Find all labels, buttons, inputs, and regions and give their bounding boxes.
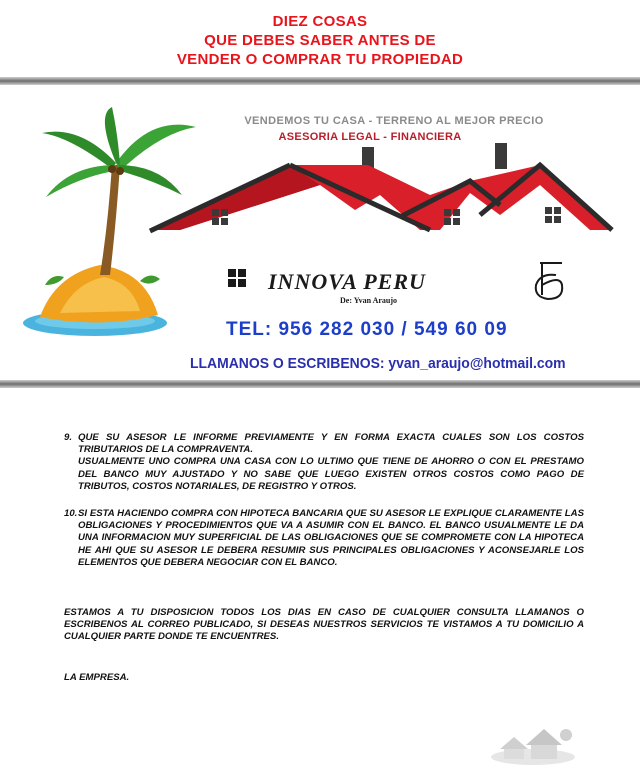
title-line-2: QUE DEBES SABER ANTES DE [204, 32, 436, 49]
spiral-symbol-icon [536, 263, 562, 299]
signoff: LA EMPRESA. [64, 672, 130, 683]
item-9-number: 9. [64, 432, 73, 443]
item-9-text: QUE SU ASESOR LE INFORME PREVIAMENTE Y EN FORMA EXACTA CUALES SON LOS COSTOS TRIBUTARIOS DE LA COMPRAVENTA. [78, 432, 584, 456]
item-9 [64, 432, 584, 493]
brand-owner: De: Yvan Araujo [340, 296, 398, 305]
contact-email: LLAMANOS O ESCRIBENOS: yvan_araujo@hotmail.com [190, 355, 566, 372]
decorative-houses-icon [488, 717, 578, 767]
company-banner [0, 85, 640, 380]
item-10-text: SI ESTA HACIENDO COMPRA CON HIPOTECA BANCARIA QUE SU ASESOR LE EXPLIQUE CLARAMENTE LAS OBLIGACIONES Y PROCEDIMIENTOS QUE VA A ASUMIR CON EL BANCO. EL BANCO USUALMENTE LE DA UNA INFORMACION MUY SUPERFICIAL DE LAS OBLIGACIONES QUE SE COMPROMETE CON LA HIPOTECA HE AHI QUE SU ASESOR LE DEBERA RESUMIR SUS PRINCIPALES OBLIGACIONES Y ACONSEJARLE LOS ELEMENTOS QUE DEBERA NEGOCIAR CON EL BANCO. [78, 508, 584, 568]
bottom-divider [0, 380, 640, 388]
banner-services: ASESORIA LEGAL - FINANCIERA [278, 131, 462, 143]
brand-name: INNOVA PERU [268, 269, 426, 294]
page-title [0, 12, 640, 69]
closing-paragraph: ESTAMOS A TU DISPOSICION TODOS LOS DIAS EN CASO DE CUALQUIER CONSULTA LLAMANOS O ESCRIBENOS AL CORREO PUBLICADO, SI DESEAS NUESTROS SERVICIOS TE VISTAMOS A TU DOMICILIO A CUALQUIER PARTE DONDE TE ENCUENTRES. [64, 607, 584, 643]
title-line-1: DIEZ COSAS [272, 13, 368, 30]
title-line-3: VENDER O COMPRAR TU PROPIEDAD [176, 51, 464, 68]
banner-slogan: VENDEMOS TU CASA - TERRENO AL MEJOR PRECIO [244, 115, 544, 127]
item-10 [64, 508, 584, 569]
window-grid-icon [228, 269, 246, 287]
palm-tree-icon [42, 107, 196, 275]
item-10-number: 10. [64, 508, 78, 519]
island-icon [23, 265, 167, 336]
top-divider [0, 77, 640, 85]
houses-logo-icon [150, 143, 612, 231]
phone-numbers: TEL: 956 282 030 / 549 60 09 [226, 319, 508, 340]
item-9-text-2: USUALMENTE UNO COMPRA UNA CASA CON LO ULTIMO QUE TIENE DE AHORRO O CON EL PRESTAMO DEL BANCO MUY AJUSTADO Y NO SABE QUE LUEGO EXISTEN OTROS COSTOS COMO PAGO DE TRIBUTOS, COSTOS NOTARIALES, DE REGISTRO Y OTROS. [78, 456, 584, 492]
